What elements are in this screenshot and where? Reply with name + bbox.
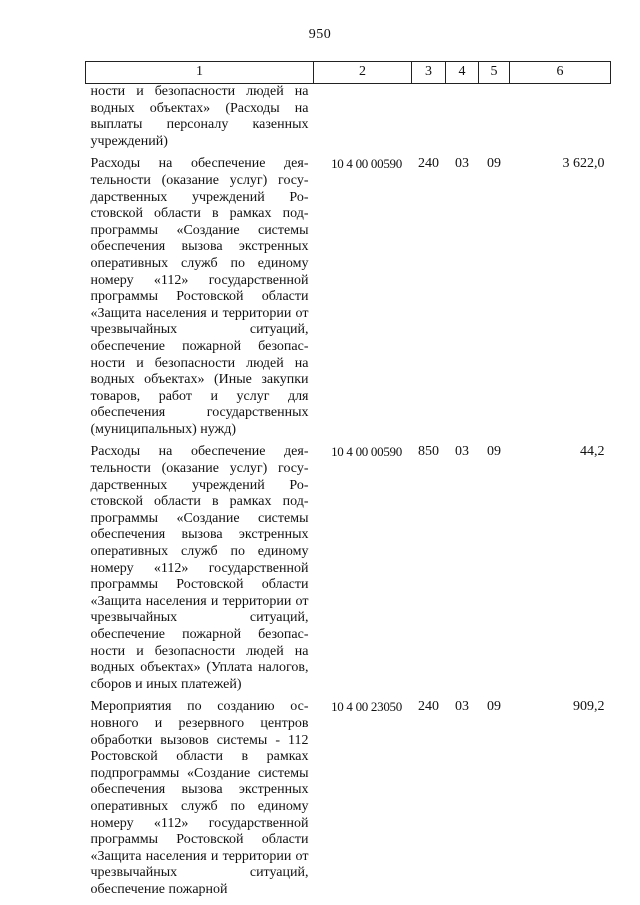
row-amount: 909,2 [573,699,605,715]
row-amount: 44,2 [580,444,605,460]
budget-table [85,61,611,905]
row-subsection [479,84,510,157]
row-expense-type: 850 [418,444,439,460]
table-row [86,84,611,157]
row-target-code: 10 4 00 23050 [331,699,402,715]
table-row [86,699,611,904]
row-description: Мероприятия по созданию основного и резервного центров обработки вызовов системы - 112 Ростовской области в рамках подпрограммы «Создание системы обеспечения вызова экстренных оперативных служб по единому номеру «112» государственной программы Ростовской области «Защита населения и территории от чрезвычайных ситуаций, обеспечение пожарной [90,699,309,897]
column-header-2: 2 [314,62,412,84]
row-target-code: 10 4 00 00590 [331,156,402,172]
row-expense-type [412,84,446,157]
row-amount: 3 622,0 [562,156,605,172]
column-header-3: 3 [412,62,446,84]
page-number: 950 [308,27,332,42]
row-section: 03 [455,444,469,460]
table-row [86,156,611,444]
table-row [86,444,611,699]
column-header-6: 6 [510,62,611,84]
row-description: ности и безопасности людей на водных объектах» (Расходы на выплаты персоналу казенных учреждений) [90,84,309,149]
row-target-code [314,84,412,157]
row-expense-type: 240 [418,699,439,715]
row-section: 03 [455,699,469,715]
row-amount [510,84,611,157]
row-subsection: 09 [487,156,501,172]
column-header-5: 5 [479,62,510,84]
row-target-code: 10 4 00 00590 [331,444,402,460]
row-section: 03 [455,156,469,172]
row-subsection: 09 [487,699,501,715]
row-section [446,84,479,157]
column-header-1: 1 [86,62,314,84]
row-subsection: 09 [487,444,501,460]
table-header-row [86,62,611,84]
row-description: Расходы на обеспечение деятельности (оказание услуг) государственных учреждений Ростовской области в рамках подпрограммы «Создание системы обеспечения вызова экстренных оперативных служб по единому номеру «112» государственной программы Ростовской области «Защита населения и территории от чрезвычайных ситуаций, обеспечение пожарной безопасности и безопасности людей на водных объектах» (Уплата налогов, сборов и иных платежей) [90,444,309,692]
column-header-4: 4 [446,62,479,84]
row-expense-type: 240 [418,156,439,172]
row-description: Расходы на обеспечение деятельности (оказание услуг) государственных учреждений Ростовской области в рамках подпрограммы «Создание системы обеспечения вызова экстренных оперативных служб по единому номеру «112» государственной программы Ростовской области «Защита населения и территории от чрезвычайных ситуаций, обеспечение пожарной безопасности и безопасности людей на водных объектах» (Иные закупки товаров, работ и услуг для обеспечения государственных (муниципальных) нужд) [90,156,309,437]
